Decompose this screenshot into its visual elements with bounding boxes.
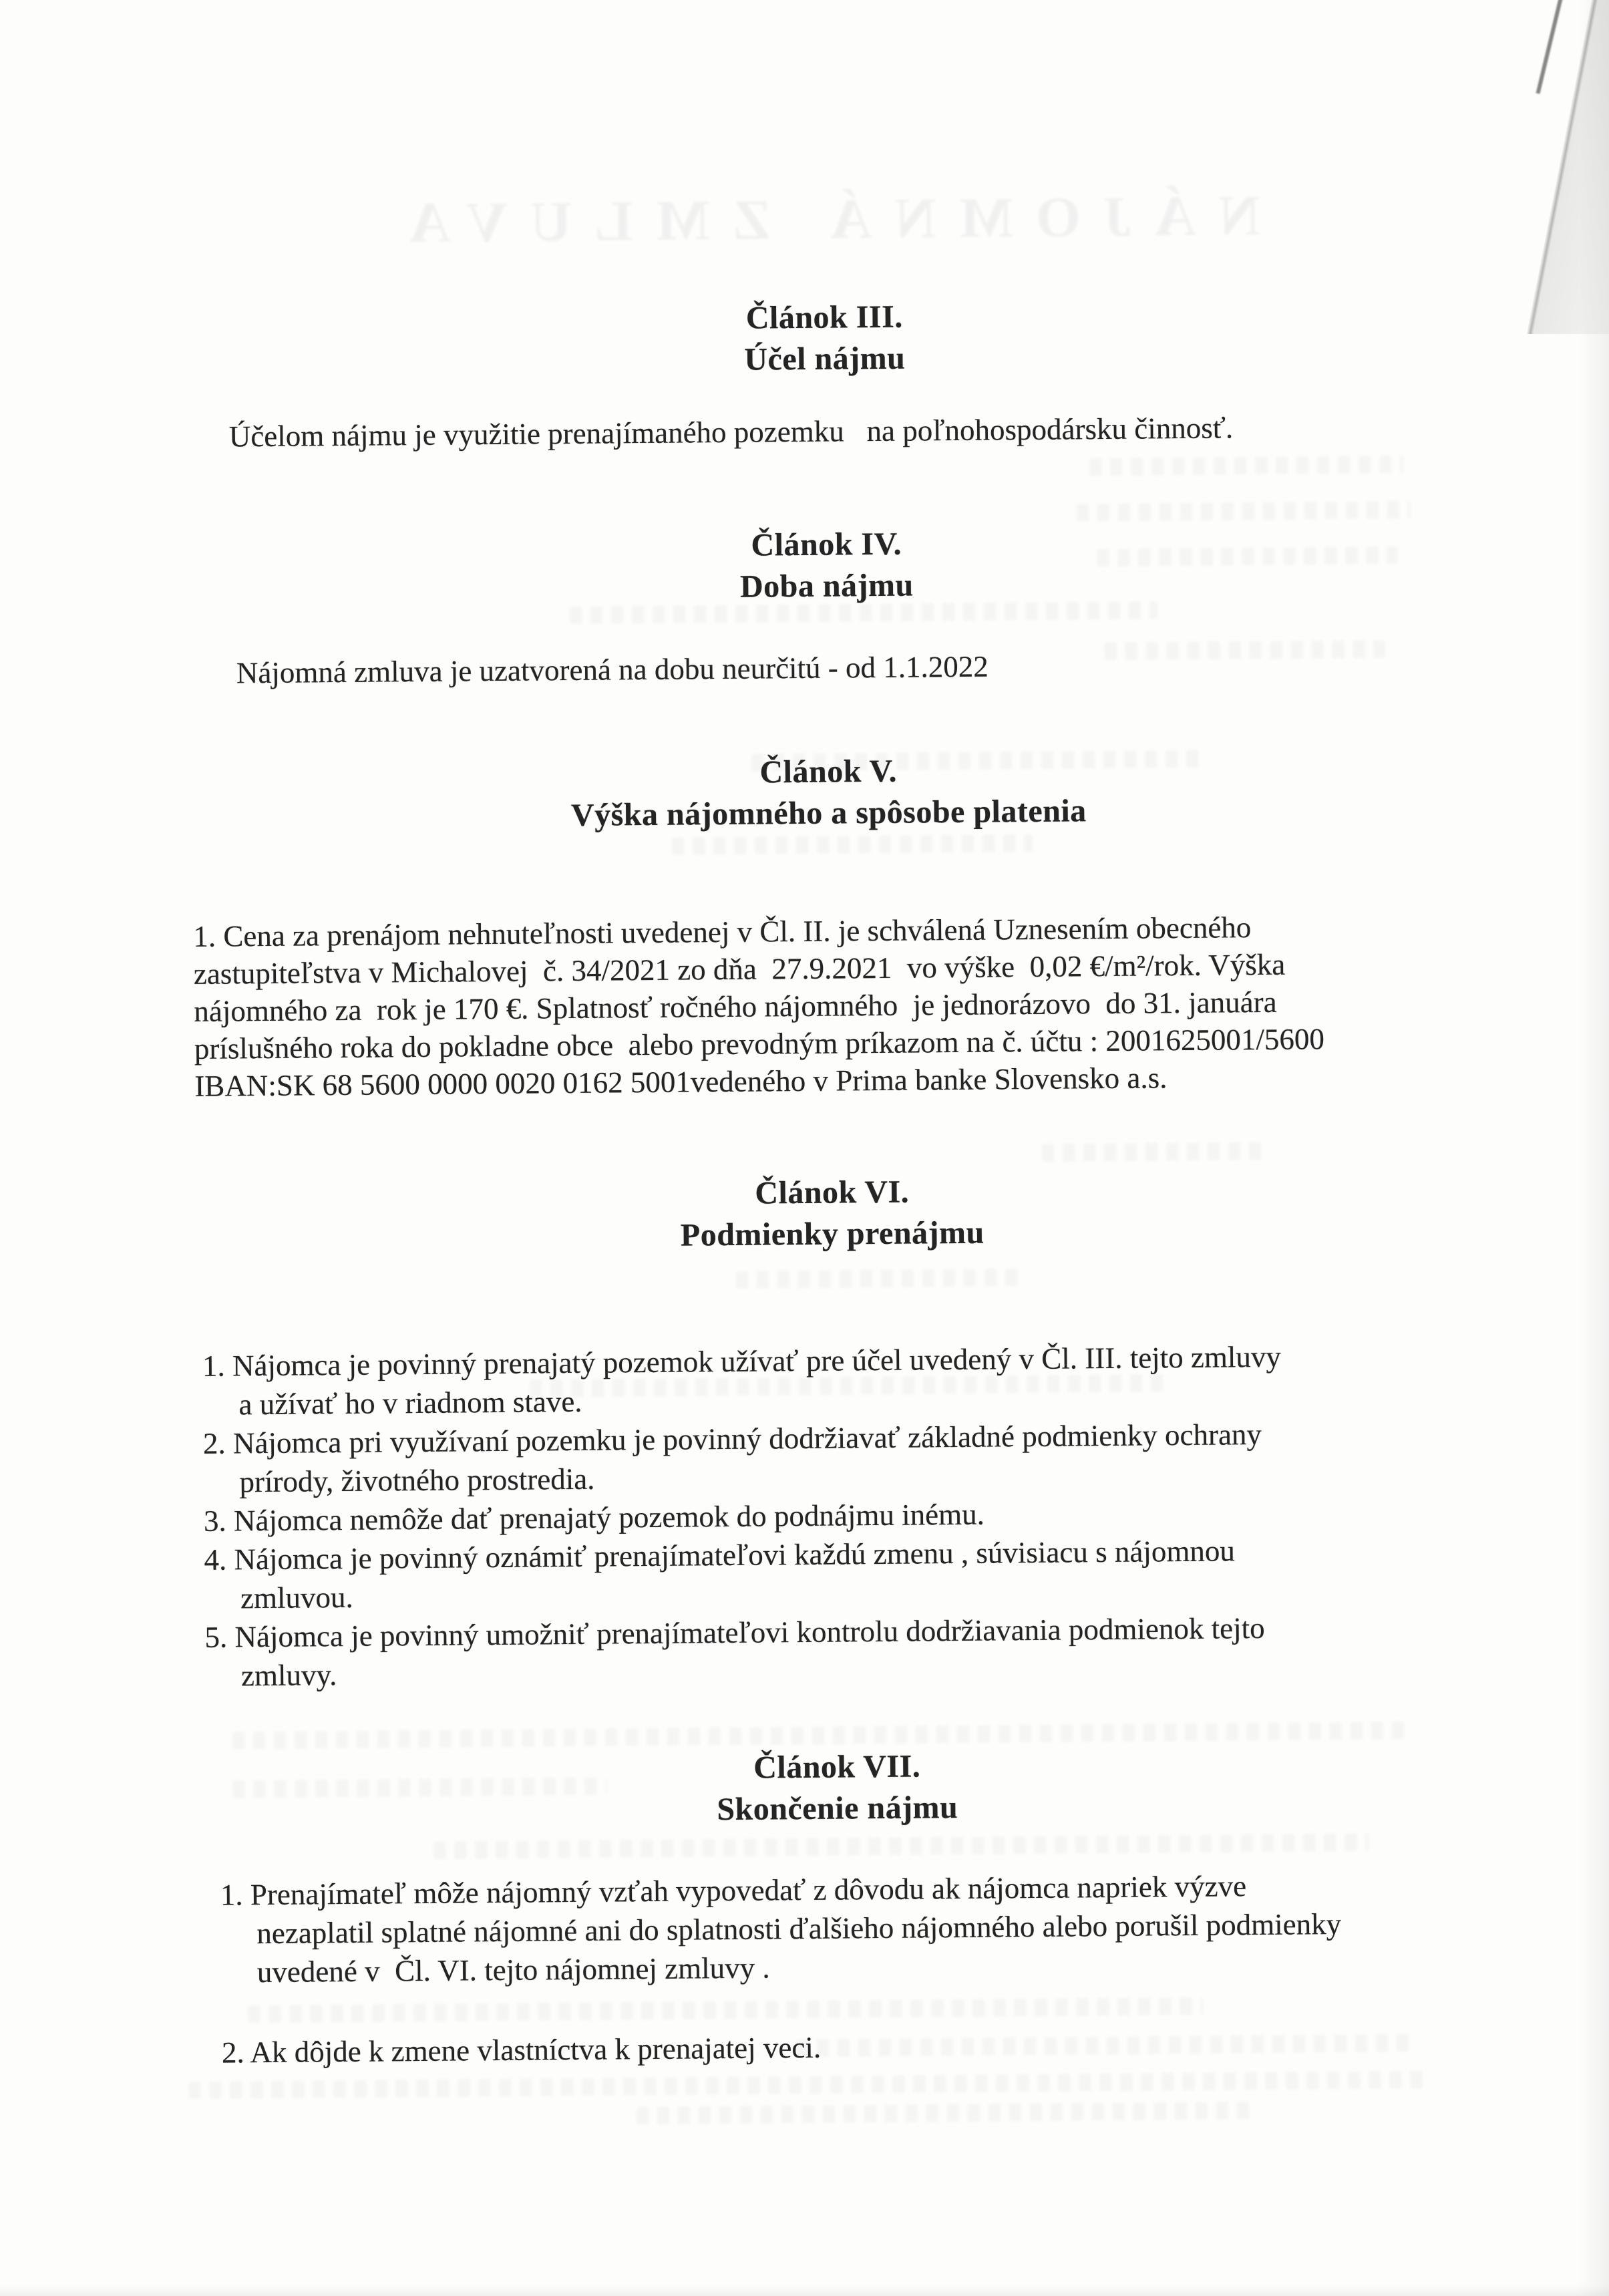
list-item: 5. Nájomca je povinný umožniť prenajímateľovi kontrolu dodržiavania podmienok tejto zmluvy.	[204, 1611, 1265, 1693]
bleedthrough-line	[1089, 456, 1403, 476]
article-5-title: Výška nájomného a spôsobe platenia	[570, 793, 1087, 833]
article-7-title: Skončenie nájmu	[717, 1789, 958, 1828]
list-item: 1. Prenajímateľ môže nájomný vzťah vypovedať z dôvodu ak nájomca napriek výzve nezaplatil splatné nájomné ani do splatnosti ďalšieho nájomného alebo porušil podmienky uvedené v Čl. VI. tejto nájomnej zmluvy .	[220, 1869, 1342, 1989]
bleedthrough-line	[188, 2071, 1431, 2099]
article-5-heading	[57, 748, 1600, 796]
bleedthrough-line	[672, 834, 1033, 855]
article-6-heading	[61, 1169, 1604, 1217]
article-4-title: Doba nájmu	[739, 567, 914, 605]
article-5-number: Článok V.	[759, 753, 898, 790]
article-3-title: Účel nájmu	[744, 340, 906, 377]
article-3-subheading	[53, 335, 1596, 383]
list-item: 2. Nájomca pri využívaní pozemku je povinný dodržiavať základné podmienky ochrany prírody, životného prostredia.	[202, 1418, 1262, 1499]
list-item: 4. Nájomca je povinný oznámiť prenajímateľovi každú zmenu , súvisiacu s nájomnou zmluvou.	[204, 1534, 1236, 1615]
bleedthrough-line	[433, 1834, 1369, 1859]
article-6-conditions-list	[202, 1336, 1421, 1695]
article-4-subheading	[55, 562, 1598, 611]
article-7-number: Článok VII.	[753, 1748, 921, 1786]
article-5-paragraph: 1. Cena za prenájom nehnuteľnosti uvedenej v Čl. II. je schválená Uznesením obecného zastupiteľstva v Michalovej č. 34/2021 zo dňa 27.9.2021 vo výške 0,02 €/m²/rok. Výška nájomného za rok je 170 €. Splatnosť ročného nájomného je jednorázovo do 31. januára príslušného roka do pokladne obce alebo prevodným príkazom na č. účtu : 2001625001/5600 IBAN:SK 68 5600 0000 0020 0162 5001vedeného v Prima banke Slovensko a.s.	[193, 911, 1325, 1103]
article-6-title: Podmienky prenájmu	[680, 1214, 985, 1253]
article-5-subheading	[57, 790, 1600, 838]
article-4-paragraph: Nájomná zmluva je uzatvorená na dobu neurčitú - od 1.1.2022	[236, 649, 989, 690]
article-3-heading	[53, 294, 1596, 342]
bleedthrough-line	[736, 1269, 1023, 1289]
article-7-termination-item-2	[222, 2023, 1437, 2072]
article-3-paragraph: Účelom nájmu je využitie prenajímaného pozemku na poľnohospodársku činnosť.	[228, 411, 1234, 454]
article-6-subheading	[61, 1210, 1604, 1259]
article-4-number: Článok IV.	[751, 526, 902, 563]
list-item: 3. Nájomca nemôže dať prenajatý pozemok do podnájmu inému.	[203, 1497, 985, 1538]
scan-edge-shadow-bottom	[0, 2285, 1609, 2296]
bleedthrough-title: NÁJOMNÁ ZMLUVA	[386, 182, 1261, 255]
article-7-heading	[65, 1743, 1608, 1791]
article-7-termination-item-1	[220, 1865, 1437, 1992]
article-6-number: Článok VI.	[755, 1174, 910, 1211]
list-item: 2. Ak dôjde k zmene vlastníctva k prenajatej veci.	[221, 2030, 822, 2070]
scan-edge-shadow-right	[1578, 0, 1609, 2296]
bleedthrough-line	[637, 2102, 1258, 2124]
bleedthrough-line	[1077, 501, 1411, 521]
article-3-number: Článok III.	[745, 299, 904, 336]
list-item: 1. Nájomca je povinný prenajatý pozemok užívať pre účel uvedený v Čl. III. tejto zmluvy a užívať ho v riadnom stave.	[202, 1339, 1282, 1422]
bleedthrough-line	[248, 1997, 1203, 2023]
bleedthrough-line	[1042, 1142, 1262, 1162]
bleedthrough-line	[232, 1721, 1408, 1749]
